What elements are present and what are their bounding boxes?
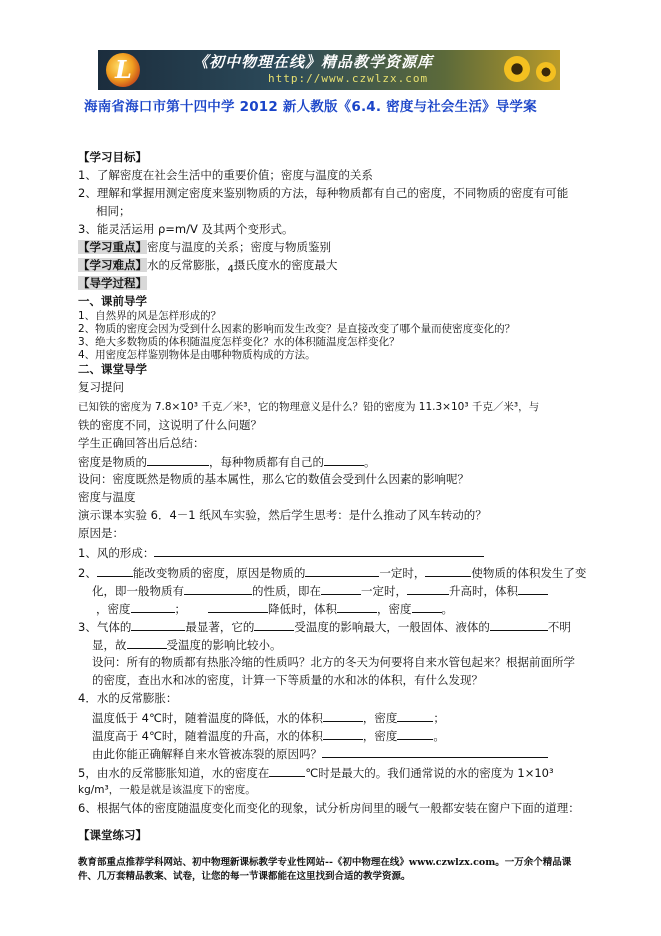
item-2-text: 降低时，体积 — [268, 602, 337, 616]
blank — [97, 565, 133, 577]
item-2-text: 能改变物质的密度，原因是物质的 — [132, 566, 306, 580]
footer-line: 教育部重点推荐学科网站、初中物理新课标教学专业性网站--《初中物理在线》www.czwlzx.com。一万余个精品课 — [78, 857, 572, 868]
item-3 — [78, 619, 571, 635]
summary-text: 。 — [364, 455, 376, 469]
key-point-text: 密度与温度的关系；密度与物质鉴别 — [147, 240, 331, 254]
item-2-text: 升高时，体积 — [449, 584, 518, 598]
process-heading-label: 【导学过程】 — [78, 276, 147, 290]
blank — [321, 583, 361, 595]
goals-heading: 【学习目标】 — [78, 150, 147, 164]
pre-item: 4、用密度怎样鉴别物体是由哪种物质构成的方法。 — [78, 349, 316, 361]
item-3-text: 最显著，它的 — [185, 620, 255, 634]
pre-item: 3、绝大多数物质的体积随温度怎样变化？水的体积随温度怎样变化？ — [78, 336, 400, 348]
question-1-cont: 铁的密度不同，这说明了什么问题？ — [78, 418, 262, 432]
item-4-text: ，密度 — [362, 711, 398, 725]
reason-label: 原因是： — [78, 526, 124, 540]
blank — [425, 565, 471, 577]
item-4-text: ； — [433, 711, 445, 725]
item-4-a — [92, 710, 445, 726]
density-temperature: 密度与温度 — [78, 490, 136, 504]
footer-line: 件、几万套精品教案、试卷，让您的每一节课都能在这里找到合适的教学资源。 — [78, 871, 411, 882]
question-1: 已知铁的密度为 7.8×10³ 千克／米³，它的物理意义是什么？铅的密度为 11.3×10³ 千克／米³，与 — [78, 401, 540, 413]
goal-item: 1、了解密度在社会生活中的重要价值；密度与温度的关系 — [78, 168, 373, 182]
sunflower-icon — [536, 62, 556, 82]
ask-2: 设问：所有的物质都有热胀冷缩的性质吗？北方的冬天为何要将自来水管包起来？根据前面所学 — [92, 655, 575, 669]
item-3-cont — [92, 637, 282, 653]
item-2-text: 一定时， — [361, 584, 407, 598]
difficulty-label: 【学习难点】 — [78, 258, 147, 272]
blank — [131, 619, 185, 631]
difficulty-number: 4 — [227, 264, 234, 275]
item-2-text: 的性质，即在 — [252, 584, 321, 598]
item-4-g — [92, 746, 548, 762]
item-1 — [78, 545, 484, 561]
blank — [397, 728, 433, 740]
blank — [518, 583, 548, 595]
practice-heading: 【课堂练习】 — [78, 828, 147, 842]
blank — [147, 454, 209, 466]
blank — [208, 601, 268, 613]
item-3-text: 受温度的影响比较小。 — [166, 638, 282, 652]
item-3-text: 不明 — [547, 620, 571, 634]
blank — [323, 728, 363, 740]
item-4-b — [92, 728, 445, 744]
goal-item: 3、能灵活运用 ρ=m/V 及其两个变形式。 — [78, 222, 294, 236]
pre-heading: 一、课前导学 — [78, 294, 147, 308]
key-point — [78, 240, 331, 255]
item-4-text: 。 — [433, 729, 445, 743]
pre-item: 2、物质的密度会因为受到什么因素的影响而发生改变？是直接改变了哪个量而使密度变化的？ — [78, 323, 516, 335]
blank — [131, 601, 175, 613]
class-heading: 二、课堂导学 — [78, 362, 147, 376]
item-4-text: 温度低于 4℃时，随着温度的降低，水的体积 — [92, 711, 323, 725]
item-5-cont: kg/m³，一般是就是该温度下的密度。 — [78, 784, 256, 796]
blank — [323, 710, 363, 722]
item-2-text: ； — [174, 602, 186, 616]
item-5-text: 5，由水的反常膨胀知道，水的密度在 — [78, 766, 270, 780]
item-3-text: 受温度的影响最大，一般固体、液体的 — [294, 620, 490, 634]
summary-text: 密度是物质的 — [78, 455, 147, 469]
item-2-text: 化，即一般物质有 — [92, 584, 184, 598]
blank — [412, 601, 442, 613]
difficulty-text: 水的反常膨胀， — [147, 258, 228, 272]
blank — [254, 619, 294, 631]
item-2-cont — [92, 583, 548, 599]
item-2-text: 2、 — [78, 566, 97, 580]
item-2-text: 。 — [441, 602, 453, 616]
blank — [397, 710, 433, 722]
item-4: 4．水的反常膨胀： — [78, 691, 178, 705]
item-4-text: 温度高于 4℃时，随着温度的升高，水的体积 — [92, 729, 323, 743]
item-2 — [78, 565, 586, 581]
difficulty-text-2: 摄氏度水的密度最大 — [233, 258, 338, 272]
item-2-cont — [96, 601, 453, 617]
blank — [407, 583, 449, 595]
item-3-text: 显，故 — [92, 638, 127, 652]
pre-item: 1、自然界的风是怎样形成的？ — [78, 310, 222, 322]
summary-line — [78, 454, 376, 470]
item-2-text: ，密度 — [377, 602, 412, 616]
item-2-text: 使物质的体积发生了变 — [471, 566, 587, 580]
blank — [337, 601, 377, 613]
demo-line: 演示课本实验 6．4－1 纸风车实验，然后学生思考：是什么推动了风车转动的？ — [78, 508, 487, 522]
banner-title: 《初中物理在线》精品教学资源库 — [193, 53, 434, 71]
footer — [78, 856, 588, 884]
blank — [184, 583, 252, 595]
process-heading — [78, 276, 147, 291]
review-label: 复习提问 — [78, 380, 124, 394]
summary-lead: 学生正确回答出后总结： — [78, 436, 205, 450]
key-point-label: 【学习重点】 — [78, 240, 147, 254]
difficulty — [78, 258, 337, 277]
item-6: 6、根据气体的密度随温度变化而变化的现象，试分析房间里的暖气一般都安装在窗户下面的道理： — [78, 801, 580, 815]
blank — [324, 454, 364, 466]
item-1-text: 1、风的形成： — [78, 546, 155, 560]
site-logo — [106, 53, 140, 87]
blank — [154, 545, 484, 557]
document-title: 海南省海口市第十四中学 2012 新人教版《6.4. 密度与社会生活》导学案 — [84, 99, 537, 115]
blank — [305, 565, 379, 577]
goal-item: 2、理解和掌握用测定密度来鉴别物质的方法，每种物质都有自己的密度，不同物质的密度有可能 — [78, 186, 569, 200]
goal-item: 相同； — [96, 204, 131, 218]
ask-2-cont: 的密度，查出水和冰的密度，计算一下等质量的水和冰的体积，有什么发现？ — [92, 673, 483, 687]
item-5-text: ℃时是最大的。我们通常说的水的密度为 1×10³ — [305, 766, 554, 780]
blank — [490, 619, 548, 631]
item-4-text: ，密度 — [362, 729, 398, 743]
item-5 — [78, 765, 554, 781]
site-banner — [98, 50, 560, 90]
blank — [269, 765, 305, 777]
item-4-text: 由此你能正确解释自来水管被冻裂的原因吗？ — [92, 747, 322, 761]
blank — [322, 746, 548, 758]
ask-line: 设问：密度既然是物质的基本属性，那么它的数值会受到什么因素的影响呢？ — [78, 472, 469, 486]
sunflower-icon — [504, 56, 530, 82]
banner-url: http://www.czwlzx.com — [268, 72, 429, 85]
blank — [127, 637, 167, 649]
logo-letter: L — [115, 55, 132, 84]
item-2-text: 一定时， — [379, 566, 426, 580]
item-2-text: ，密度 — [96, 602, 131, 616]
summary-text: ，每种物质都有自己的 — [209, 455, 324, 469]
item-3-text: 3、气体的 — [78, 620, 132, 634]
